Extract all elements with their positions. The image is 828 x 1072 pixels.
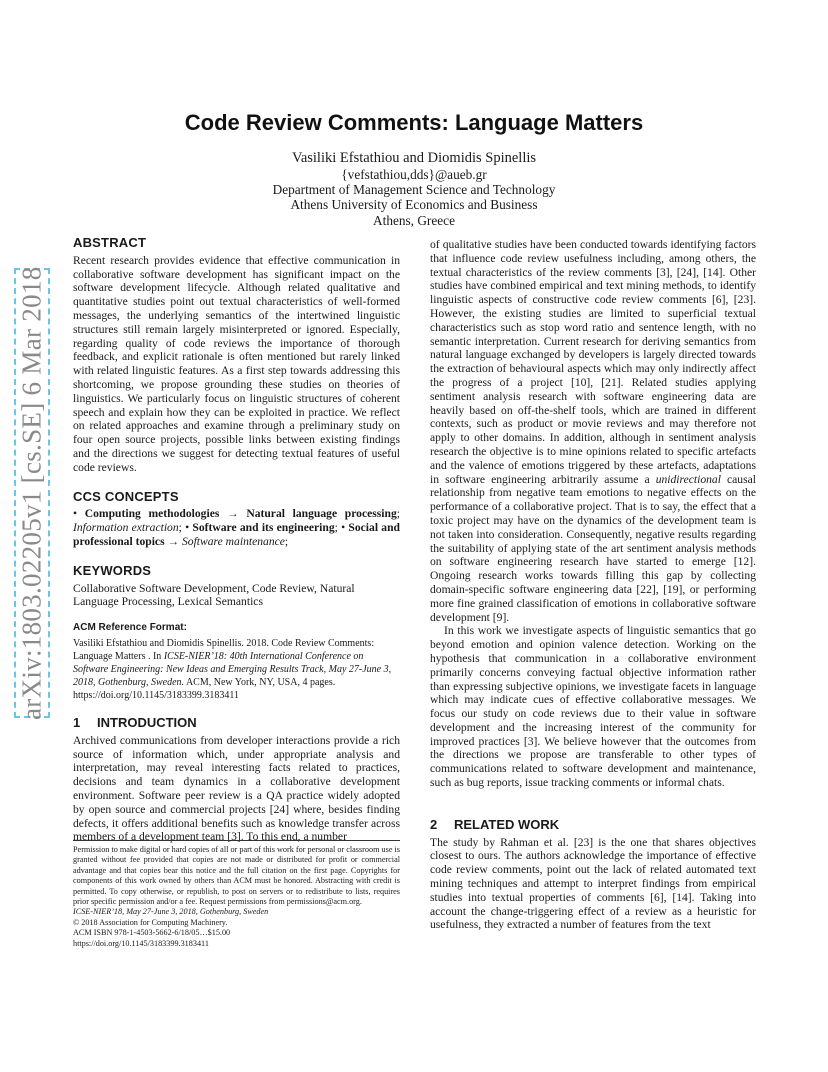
abstract-heading: ABSTRACT (73, 235, 147, 250)
right-paragraph-2: In this work we investigate aspects of linguistic semantics that go beyond emotion and opinion valence detection. Working on the hypothesis that communication in a collaborative environment primarily concerns conveying factual objective information rather than expressing subjective opinions, we investigate facets in language which may indicate cues of effective collaborative messages. We focus our study on code reviews due to their value in software development and the increasing interest of the community for improved practices [3]. We believe however that the outcomes from the directions we propose are transferable to other types of communications related to software development and maintenance, such as bug reports, issue tracking comments or informal chats. (430, 624, 756, 790)
ccs-item-3: Social and professional topics (73, 521, 400, 548)
ccs-concepts: • Computing methodologies → Natural language processing; Information extraction; • Software and its engineering; • Social and professional topics → Software maintenance; (73, 507, 400, 548)
author-university: Athens University of Economics and Business (290, 197, 538, 213)
ccs-item-2: Software and its engineering (192, 521, 335, 535)
author-block (80, 150, 748, 228)
introduction-text: Archived communications from developer interactions provide a rich source of information which, under appropriate analysis and interpretation, may reveal interesting facts related to practices, decisions and team dynamics in a collaborative development environment. Software peer review is a QA practice widely adopted by open source and commercial projects [24] where, besides finding defects, it offers additional benefits such as knowledge transfer across members of a development team [3]. To this end, a number (73, 733, 400, 844)
doi-link[interactable]: https://doi.org/10.1145/3183399.3183411 (73, 938, 209, 948)
conference-line: ICSE-NIER’18, May 27-June 3, 2018, Gothenburg, Sweden (73, 907, 269, 917)
paragraph-text: causal relationship from negative team emotions to negative effects on the performance of a collaborative project. That is to say, the effect that a toxic project may have on the dynamics of the development team is not taken into consideration. Consequently, negative results regarding the suitability of applying state of the art sentiment analysis methods on software engineering research have started to emerge [12]. Ongoing research works towards filling this gap by collecting domain-specific software engineering data [22], [19], or performing more fine grained classification of emotions in collaborative software development [9]. (430, 472, 756, 624)
paragraph-text: of qualitative studies have been conducted towards identifying factors that influence code review usefulness including, among others, the textual characteristics of the review comments [3], [24], [14]. Other studies have combined empirical and text mining methods, to identify linguistic aspects of constructive code review comments [6], [23]. However, the existing studies are limited to superficial textual characteristics such as stop word ratio and sentence length, with no semantic interpretation. Current research for deriving semantics from natural language exchanged by developers is largely directed towards the extraction of behavioural aspects which may only indirectly affect the progress of a project [10], [21]. Related studies applying sentiment analysis research with software engineering data are heavily based on off-the-shelf tools, which are trained in different contexts, such as product or movie reviews and may therefore not apply to other domains. In addition, although in sentiment analysis research the objective is to mine opinions related to specific artefacts and the valence of emotions triggered by these artefacts, adaptations in software engineering arbitrarily assume a (430, 238, 756, 486)
right-column (430, 238, 756, 932)
isbn-line: ACM ISBN 978-1-4503-5662-6/18/05…$15.00 (73, 928, 231, 938)
introduction-heading (73, 716, 400, 730)
keywords-heading: KEYWORDS (73, 562, 152, 578)
reference-publisher: ACM, New York, NY, USA, 4 pages. https://doi.org/10.1145/3183399.3183411 (73, 676, 336, 701)
section-number: 2 (430, 816, 438, 832)
author-location: Athens, Greece (373, 212, 455, 228)
copyright-footnote (73, 845, 400, 949)
ccs-item-1: Computing methodologies → Natural language processing (84, 507, 397, 521)
related-work-heading (430, 818, 756, 832)
ccs-item-3-sub: Software maintenance (181, 534, 285, 548)
ccs-bullet: • (185, 521, 190, 535)
paper-title: Code Review Comments: Language Matters (184, 110, 644, 135)
author-names: Vasiliki Efstathiou and Diomidis Spinellis (291, 150, 537, 166)
reference-format-text (73, 637, 400, 702)
ccs-arrow: → (167, 534, 180, 548)
section-number: 1 (73, 714, 81, 730)
section-title: INTRODUCTION (97, 714, 197, 730)
left-column (73, 236, 400, 844)
footnote-divider (73, 840, 400, 841)
ccs-item-1-sub: Information extraction (73, 521, 179, 535)
right-paragraph-1 (430, 238, 756, 624)
reference-venue: ICSE-NIER’18: 40th International Conference on Software Engineering: New Ideas and Emerging Results Track, May 27-June 3, 2018, Gothenburg, Sweden. (73, 650, 392, 688)
emphasis-unidirectional: unidirectional (655, 472, 721, 486)
author-email: {vefstathiou,dds}@aueb.gr (341, 167, 487, 182)
ccs-bullet: • (73, 507, 78, 521)
related-work-text: The study by Rahman et al. [23] is the one that shares objectives closest to ours. The authors acknowledge the importance of effective code review comments, point out the lack of related automated text mining techniques and attempt to interpret findings from empirical studies into textual properties of comments [6], [14]. Taking into account the change-triggering effect of a review as a heuristic for usefulness, they extracted a number of features from the text (430, 835, 756, 932)
reference-format-heading: ACM Reference Format: (73, 622, 187, 634)
ccs-bullet: • (341, 521, 346, 535)
abstract-text: Recent research provides evidence that effective communication in collaborative software development has significant impact on the software development lifecycle. Although related qualitative and quantitative studies point out textual characteristics of well-formed messages, the underlying semantics of the intertwined linguistic structures still remain largely misinterpreted or ignored. Especially, regarding quality of code reviews the importance of thorough feedback, and explicit rationale is often mentioned but rarely linked with related linguistic features. As a first step towards addressing this shortcoming, we propose grounding these studies on theories of linguistics. We particularly focus on linguistic structures of coherent speech and explain how they can be exploited in practice. We reflect on related approaches and examine through a preliminary study on four open source projects, possible links between existing findings and the directions we suggest for detecting textual features of useful code reviews. (73, 253, 400, 474)
permission-notice: Permission to make digital or hard copies of all or part of this work for personal or classroom use is granted without fee provided that copies are not made or distributed for profit or commercial advantage and that copies bear this notice and the full citation on the first page. Copyrights for components of this work owned by others than ACM must be honored. Abstracting with credit is permitted. To copy otherwise, or republish, to post on servers or to redistribute to lists, requires prior specific permission and/or a fee. Request permissions from permissions@acm.org. (73, 845, 400, 907)
section-title: RELATED WORK (454, 816, 560, 832)
copyright-line: © 2018 Association for Computing Machinery. (73, 917, 228, 927)
keywords-text: Collaborative Software Development, Code Review, Natural Language Processing, Lexical Semantics (73, 581, 355, 609)
author-department: Department of Management Science and Technology (272, 182, 556, 198)
ccs-heading: CCS CONCEPTS (73, 488, 179, 504)
reference-authors: Vasiliki Efstathiou and Diomidis Spinellis. 2018. Code Review Comments: Language Matters . In (73, 637, 375, 662)
arxiv-identifier[interactable]: arXiv:1803.02205v1 [cs.SE] 6 Mar 2018 (14, 268, 50, 718)
